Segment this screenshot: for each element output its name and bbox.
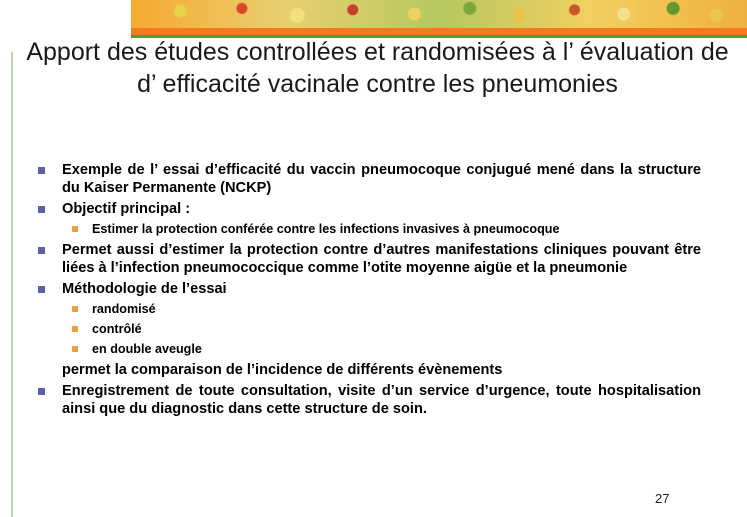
bullet-square-icon [38,167,45,174]
sub-bullet-text: Estimer la protection conférée contre les infections invasives à pneumocoque [92,222,560,236]
sub-bullet-square-icon [72,326,78,332]
sub-bullet-item [36,221,701,237]
slide-title: Apport des études controllées et randomisées à l’ évaluation de d’ efficacité vacinale contre les pneumonies [26,38,729,98]
bullet-item [36,280,701,298]
sub-bullet-square-icon [72,306,78,312]
page-number: 27 [655,491,670,506]
bullet-text: Méthodologie de l’essai [62,281,227,297]
continuation-text: permet la comparaison de l’incidence de différents évènements [62,362,503,378]
bullet-square-icon [38,206,45,213]
sub-bullet-text: randomisé [92,302,156,316]
sub-bullet-item [36,321,701,337]
slide-content [36,161,701,421]
sub-bullet-text: en double aveugle [92,342,202,356]
bullet-item [36,200,701,218]
sub-bullet-square-icon [72,226,78,232]
bullet-square-icon [38,286,45,293]
bullet-item [36,382,701,418]
bullet-item [36,241,701,277]
header-banner-image [131,0,747,28]
bullet-text: Enregistrement de toute consultation, visite d’un service d’urgence, toute hospitalisation ainsi que du diagnostic dans cette structure de soin. [62,383,701,417]
bullet-square-icon [38,247,45,254]
bullet-text: Permet aussi d’estimer la protection contre d’autres manifestations cliniques pouvant être liées à l’infection pneumococcique comme l’otite moyenne aigüe et la pneumonie [62,242,701,276]
bullet-text: Objectif principal : [62,201,191,217]
sub-bullet-text: contrôlé [92,322,142,336]
sub-bullet-square-icon [72,346,78,352]
header-orange-band [131,28,747,35]
left-margin-rule [11,52,13,517]
sub-bullet-item [36,301,701,317]
sub-bullet-item [36,341,701,357]
bullet-item [36,161,701,197]
bullet-text: Exemple de l’ essai d’efficacité du vaccin pneumocoque conjugué mené dans la structure du Kaiser Permanente (NCKP) [62,162,701,196]
bullet-square-icon [38,388,45,395]
